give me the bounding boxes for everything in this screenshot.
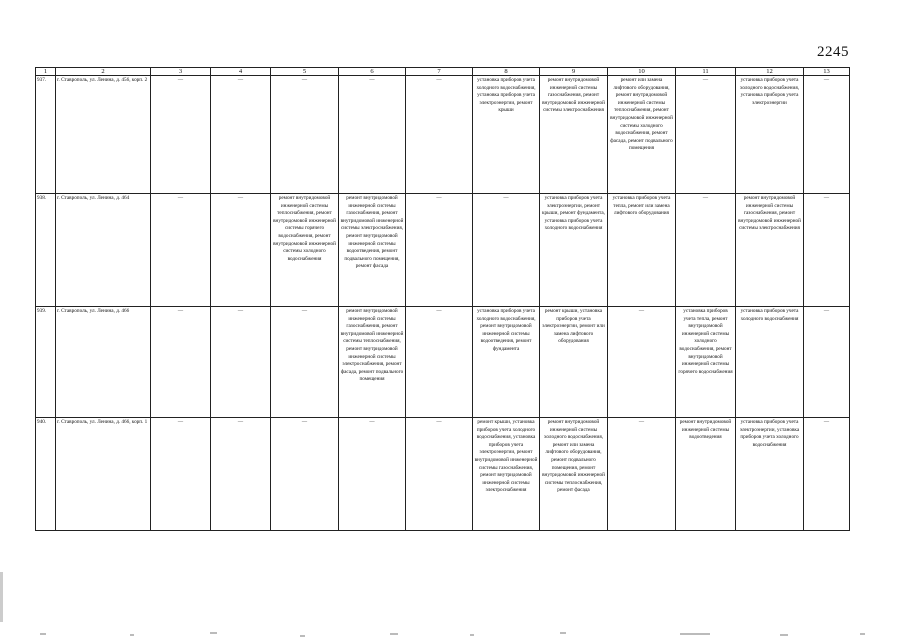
work-cell: — [151, 307, 211, 418]
work-cell: — [211, 307, 271, 418]
column-header: 11 [676, 68, 736, 76]
page-number: 2245 [817, 44, 849, 60]
row-number: 939. [36, 307, 56, 418]
column-header: 3 [151, 68, 211, 76]
work-cell: ремонт или замена лифтового оборудования, ремонт внутридомовой инженерной системы теплоснабжения, ремонт внутридомовой инженерной системы холодного водоснабжения, ремонт фасада, ремонт подвального помещения [608, 76, 676, 194]
work-cell: ремонт внутридомовой инженерной системы газоснабжения, ремонт внутридомовой инженерной системы электроснабжения [736, 194, 804, 307]
work-cell: — [151, 418, 211, 531]
column-header: 8 [473, 68, 540, 76]
work-cell: — [271, 307, 339, 418]
work-cell: — [608, 307, 676, 418]
column-header: 13 [804, 68, 850, 76]
column-header: 2 [56, 68, 151, 76]
work-cell: — [676, 194, 736, 307]
work-cell: установка приборов учета холодного водоснабжения [736, 307, 804, 418]
work-cell: — [339, 418, 406, 531]
work-cell: установка приборов учета электроэнергии, ремонт крыши, ремонт фундамента, установка приборов учета холодного водоснабжения [540, 194, 608, 307]
work-cell: — [473, 194, 540, 307]
work-cell: ремонт внутридомовой инженерной системы газоснабжения, ремонт внутридомовой инженерной системы электроснабжения, ремонт внутридомовой инженерной системы водоотведения, ремонт подвального помещения, ремонт фасада [339, 194, 406, 307]
housing-repair-table [35, 67, 850, 531]
column-header: 10 [608, 68, 676, 76]
work-cell: установка приборов учета холодного водоснабжения, установка приборов учета электроэнергии [736, 76, 804, 194]
column-header: 9 [540, 68, 608, 76]
row-number: 937. [36, 76, 56, 194]
row-number: 938. [36, 194, 56, 307]
work-cell: — [406, 76, 473, 194]
work-cell: ремонт внутридомовой инженерной системы газоснабжения, ремонт внутридомовой инженерной системы электроснабжения [540, 76, 608, 194]
column-header: 5 [271, 68, 339, 76]
column-header: 1 [36, 68, 56, 76]
work-cell: — [804, 194, 850, 307]
work-cell: — [406, 307, 473, 418]
work-cell: ремонт внутридомовой инженерной системы холодного водоснабжения, ремонт или замена лифтового оборудования, ремонт подвального помещения, ремонт внутридомовой инженерной системы теплоснабжения, ремонт фасада [540, 418, 608, 531]
work-cell: — [151, 76, 211, 194]
work-cell: установка приборов учета холодного водоснабжения, установка приборов учета электроэнергии, ремонт крыши [473, 76, 540, 194]
work-cell: — [339, 76, 406, 194]
work-cell: — [406, 418, 473, 531]
row-number: 940. [36, 418, 56, 531]
work-cell: установка приборов учета холодного водоснабжения, ремонт внутридомовой инженерной системы водоотведения, ремонт фундамента [473, 307, 540, 418]
scan-edge-mark [0, 572, 3, 622]
work-cell: установка приборов учета тепла, ремонт внутридомовой инженерной системы холодного водоснабжения, ремонт внутридомовой инженерной системы горячего водоснабжения [676, 307, 736, 418]
column-header: 6 [339, 68, 406, 76]
work-cell: ремонт крыши, установка приборов учета электроэнергии, ремонт или замена лифтового оборудования [540, 307, 608, 418]
work-cell: — [406, 194, 473, 307]
work-cell: — [804, 76, 850, 194]
scan-noise-strip [0, 624, 905, 640]
work-cell: ремонт крыши, установка приборов учета холодного водоснабжения, установка приборов учета электроэнергии, ремонт внутридомовой инженерной системы газоснабжения, ремонт внутридомовой инженерной системы электроснабжения [473, 418, 540, 531]
work-cell: — [804, 418, 850, 531]
table-row [36, 418, 850, 531]
address-cell: г. Ставрополь, ул. Ленина, д. 456, корп. 2 [56, 76, 151, 194]
work-cell: — [211, 194, 271, 307]
work-cell: — [151, 194, 211, 307]
work-cell: ремонт внутридомовой инженерной системы газоснабжения, ремонт внутридомовой инженерной системы теплоснабжения, ремонт внутридомовой инженерной системы электроснабжения, ремонт фасада, ремонт подвального помещения [339, 307, 406, 418]
work-cell: — [804, 307, 850, 418]
work-cell: — [211, 418, 271, 531]
address-cell: г. Ставрополь, ул. Ленина, д. 466 [56, 307, 151, 418]
work-cell: установка приборов учета тепла, ремонт или замена лифтового оборудования [608, 194, 676, 307]
work-cell: — [211, 76, 271, 194]
work-cell: — [271, 418, 339, 531]
column-header: 4 [211, 68, 271, 76]
work-cell: — [676, 76, 736, 194]
table-row [36, 194, 850, 307]
address-cell: г. Ставрополь, ул. Ленина, д. 464 [56, 194, 151, 307]
work-cell: установка приборов учета электроэнергии, установка приборов учета холодного водоснабжения [736, 418, 804, 531]
work-cell: — [271, 76, 339, 194]
table-row [36, 307, 850, 418]
address-cell: г. Ставрополь, ул. Ленина, д. 466, корп. 1 [56, 418, 151, 531]
work-cell: — [608, 418, 676, 531]
work-cell: ремонт внутридомовой инженерной системы водоотведения [676, 418, 736, 531]
column-header: 12 [736, 68, 804, 76]
column-header: 7 [406, 68, 473, 76]
column-header-row [36, 68, 850, 76]
table-row [36, 76, 850, 194]
work-cell: ремонт внутридомовой инженерной системы теплоснабжения, ремонт внутридомовой инженерной системы горячего водоснабжения, ремонт внутридомовой инженерной системы холодного водоснабжения [271, 194, 339, 307]
table-body [36, 76, 850, 531]
